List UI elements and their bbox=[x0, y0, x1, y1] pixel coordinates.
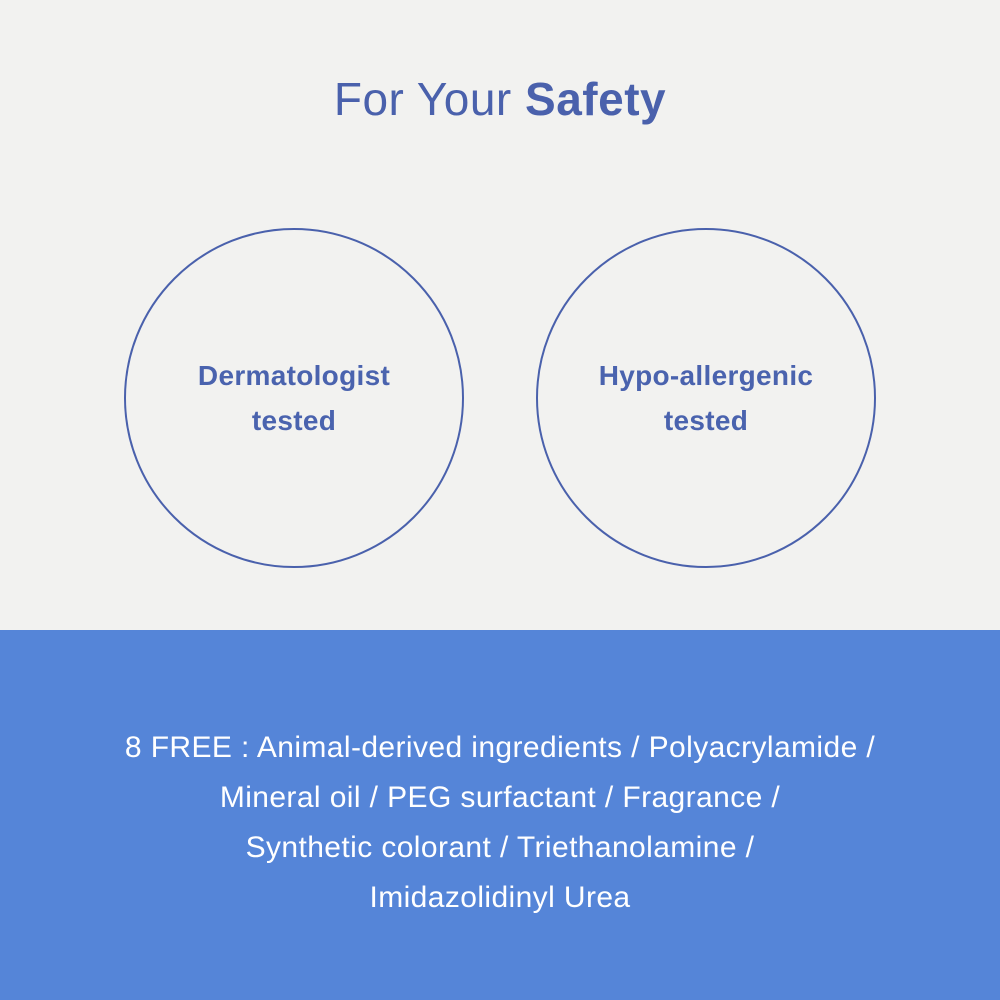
badge-dermatologist-tested bbox=[124, 228, 464, 568]
page-title bbox=[0, 72, 1000, 126]
free-ingredients-text bbox=[0, 723, 1000, 923]
page-title-bold: Safety bbox=[525, 73, 667, 125]
badge-label-line2: tested bbox=[251, 405, 337, 436]
badge-label-line1: Hypo-allergenic bbox=[598, 360, 814, 391]
badge-label-line1: Dermatologist bbox=[197, 360, 391, 391]
free-ingredients-line3: Synthetic colorant / Triethanolamine / bbox=[245, 831, 755, 864]
free-ingredients-line4: Imidazolidinyl Urea bbox=[369, 881, 631, 914]
badge-hypo-allergenic-tested bbox=[536, 228, 876, 568]
free-ingredients-banner bbox=[0, 630, 1000, 1000]
badge-label-line2: tested bbox=[663, 405, 749, 436]
free-ingredients-line2: Mineral oil / PEG surfactant / Fragrance / bbox=[219, 781, 781, 814]
free-ingredients-line1: 8 FREE : Animal-derived ingredients / Polyacrylamide / bbox=[124, 731, 876, 764]
badge-label bbox=[198, 353, 390, 443]
badge-label bbox=[599, 353, 814, 443]
page-title-regular: For Your bbox=[333, 73, 526, 125]
badge-circles bbox=[0, 228, 1000, 568]
